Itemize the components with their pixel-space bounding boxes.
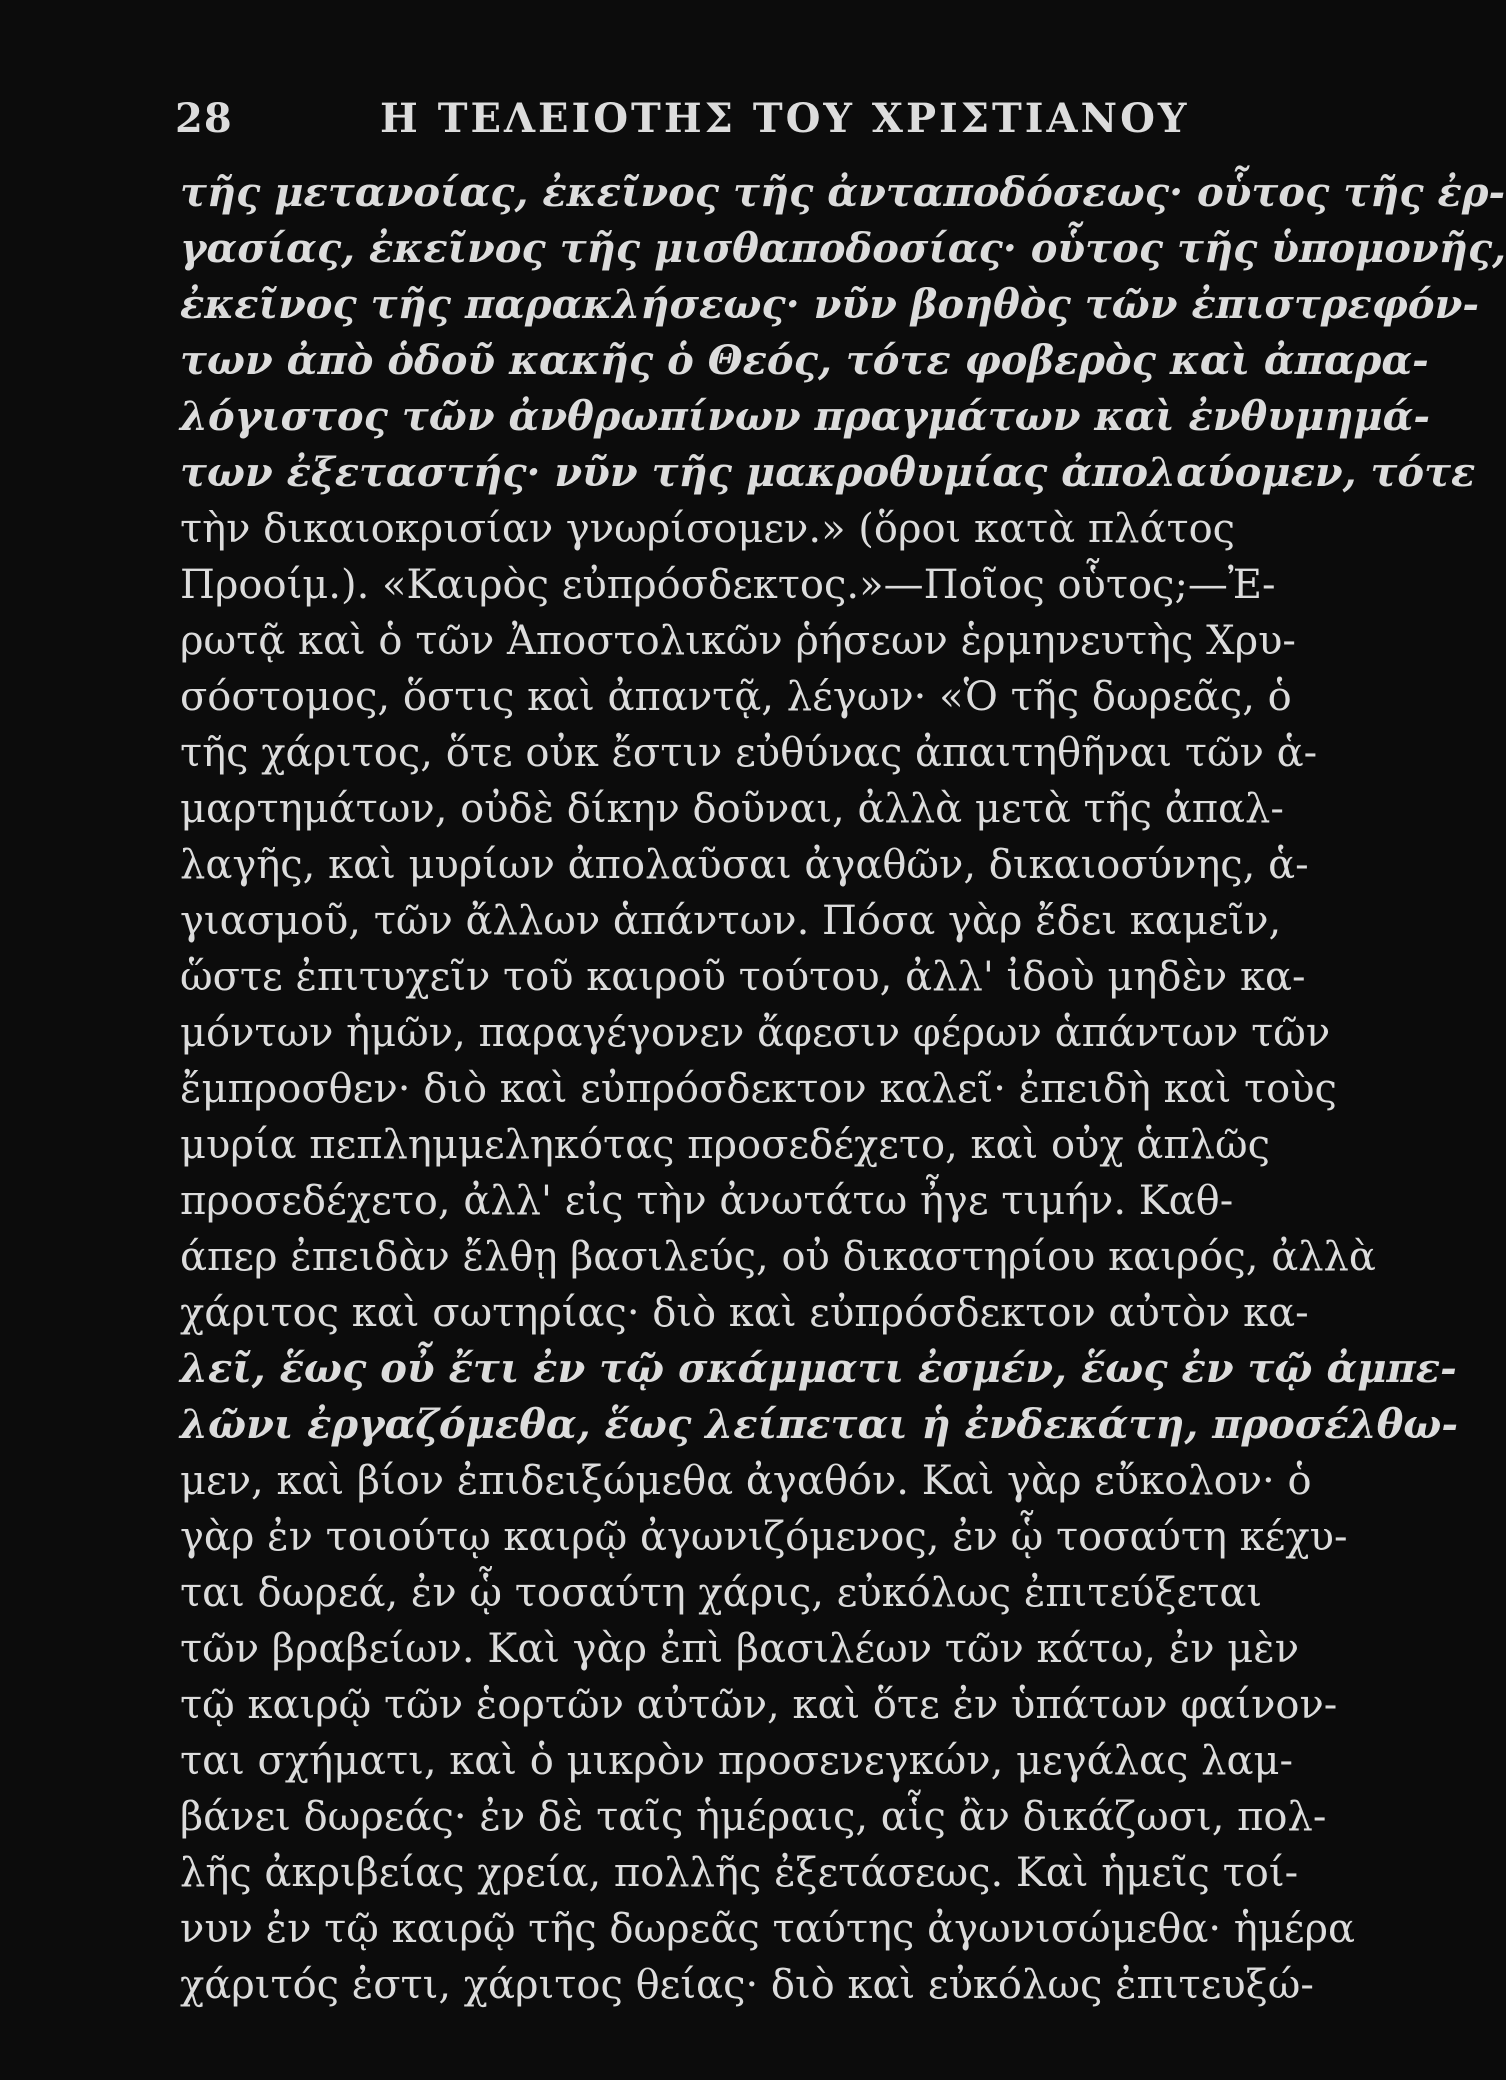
text-line: γασίας, ἐκεῖνος τῆς μισθαποδοσίας· οὗτος τῆς ὑπομονῆς, [180,225,1506,272]
text-line: σόστομος, ὅστις καὶ ἀπαντᾷ, λέγων· «Ὁ τῆς δωρεᾶς, ὁ [180,674,1292,720]
text-line: των ἐξεταστής· νῦν τῆς μακροθυμίας ἀπολαύομεν, τότε [180,449,1476,496]
text-line: μαρτημάτων, οὐδὲ δίκην δοῦναι, ἀλλὰ μετὰ τῆς ἀπαλ- [180,786,1284,832]
text-line: βάνει δωρεάς· ἐν δὲ ταῖς ἡμέραις, αἷς ἂν δικάζωσι, πολ- [180,1794,1327,1840]
text-line: ὥστε ἐπιτυχεῖν τοῦ καιροῦ τούτου, ἀλλ' ἰδοὺ μηδὲν κα- [180,954,1306,1000]
text-line: τῆς χάριτος, ὅτε οὐκ ἔστιν εὐθύνας ἀπαιτηθῆναι τῶν ἁ- [180,730,1318,776]
text-line: τῷ καιρῷ τῶν ἑορτῶν αὐτῶν, καὶ ὅτε ἐν ὑπάτων φαίνον- [180,1682,1338,1728]
text-line: ται δωρεά, ἐν ᾧ τοσαύτη χάρις, εὐκόλως ἐπιτεύξεται [180,1570,1263,1616]
text-line: λαγῆς, καὶ μυρίων ἀπολαῦσαι ἀγαθῶν, δικαιοσύνης, ἁ- [180,842,1309,888]
text-line: νυν ἐν τῷ καιρῷ τῆς δωρεᾶς ταύτης ἀγωνισώμεθα· ἡμέρα [180,1906,1356,1952]
text-line: λεῖ, ἕως οὖ ἔτι ἐν τῷ σκάμματι ἐσμέν, ἕως ἐν τῷ ἀμπε- [180,1345,1457,1392]
text-line: τῆς μετανοίας, ἐκεῖνος τῆς ἀνταποδόσεως· οὗτος τῆς ἐρ- [180,169,1506,216]
text-line: ἐκεῖνος τῆς παρακλήσεως· νῦν βοηθὸς τῶν ἐπιστρεφόν- [180,281,1479,328]
text-line: μεν, καὶ βίον ἐπιδειξώμεθα ἀγαθόν. Καὶ γὰρ εὔκολον· ὁ [180,1458,1312,1504]
text-line: ρωτᾷ καὶ ὁ τῶν Ἀποστολικῶν ῥήσεων ἑρμηνευτὴς Χρυ- [180,618,1296,664]
text-line: τὴν δικαιοκρισίαν γνωρίσομεν.» (ὅροι κατὰ πλάτος [180,506,1236,552]
text-line: ἔμπροσθεν· διὸ καὶ εὐπρόσδεκτον καλεῖ· ἐπειδὴ καὶ τοὺς [180,1066,1337,1112]
text-line: των ἀπὸ ὁδοῦ κακῆς ὁ Θεός, τότε φοβερὸς καὶ ἀπαρα- [180,337,1429,384]
page-number: 28 [175,95,233,142]
page-header [175,95,1190,155]
text-line: λῶνι ἐργαζόμεθα, ἕως λείπεται ἡ ἐνδεκάτη, προσέλθω- [180,1401,1458,1448]
text-line: μόντων ἡμῶν, παραγέγονεν ἄφεσιν φέρων ἁπάντων τῶν [180,1010,1331,1056]
text-line: γιασμοῦ, τῶν ἄλλων ἁπάντων. Πόσα γὰρ ἔδει καμεῖν, [180,898,1282,944]
text-line: προσεδέχετο, ἀλλ' εἰς τὴν ἀνωτάτω ἦγε τιμήν. Καθ- [180,1178,1234,1224]
body-text [180,165,1506,2013]
text-line: τῶν βραβείων. Καὶ γὰρ ἐπὶ βασιλέων τῶν κάτω, ἐν μὲν [180,1626,1300,1672]
text-line: μυρία πεπλημμεληκότας προσεδέχετο, καὶ οὐχ ἁπλῶς [180,1122,1270,1168]
text-line: λῆς ἀκριβείας χρεία, πολλῆς ἐξετάσεως. Καὶ ἡμεῖς τοί- [180,1850,1299,1896]
text-line: Προοίμ.). «Καιρὸς εὐπρόσδεκτος.»—Ποῖος οὗτος;—Ἐ- [180,562,1276,608]
text-line: χάριτός ἐστι, χάριτος θείας· διὸ καὶ εὐκόλως ἐπιτευξώ- [180,1962,1314,2008]
text-line: ται σχήματι, καὶ ὁ μικρὸν προσενεγκών, μεγάλας λαμ- [180,1738,1294,1784]
text-line: λόγιστος τῶν ἀνθρωπίνων πραγμάτων καὶ ἐνθυμημά- [180,393,1430,440]
text-line: χάριτος καὶ σωτηρίας· διὸ καὶ εὐπρόσδεκτον αὐτὸν κα- [180,1290,1309,1336]
running-title: Η ΤΕΛΕΙΟΤΗΣ ΤΟΥ ΧΡΙΣΤΙΑΝΟΥ [380,95,1190,142]
text-line: γὰρ ἐν τοιούτῳ καιρῷ ἀγωνιζόμενος, ἐν ᾧ τοσαύτη κέχυ- [180,1514,1348,1560]
text-line: άπερ ἐπειδὰν ἔλθῃ βασιλεύς, οὐ δικαστηρίου καιρός, ἀλλὰ [180,1234,1376,1280]
